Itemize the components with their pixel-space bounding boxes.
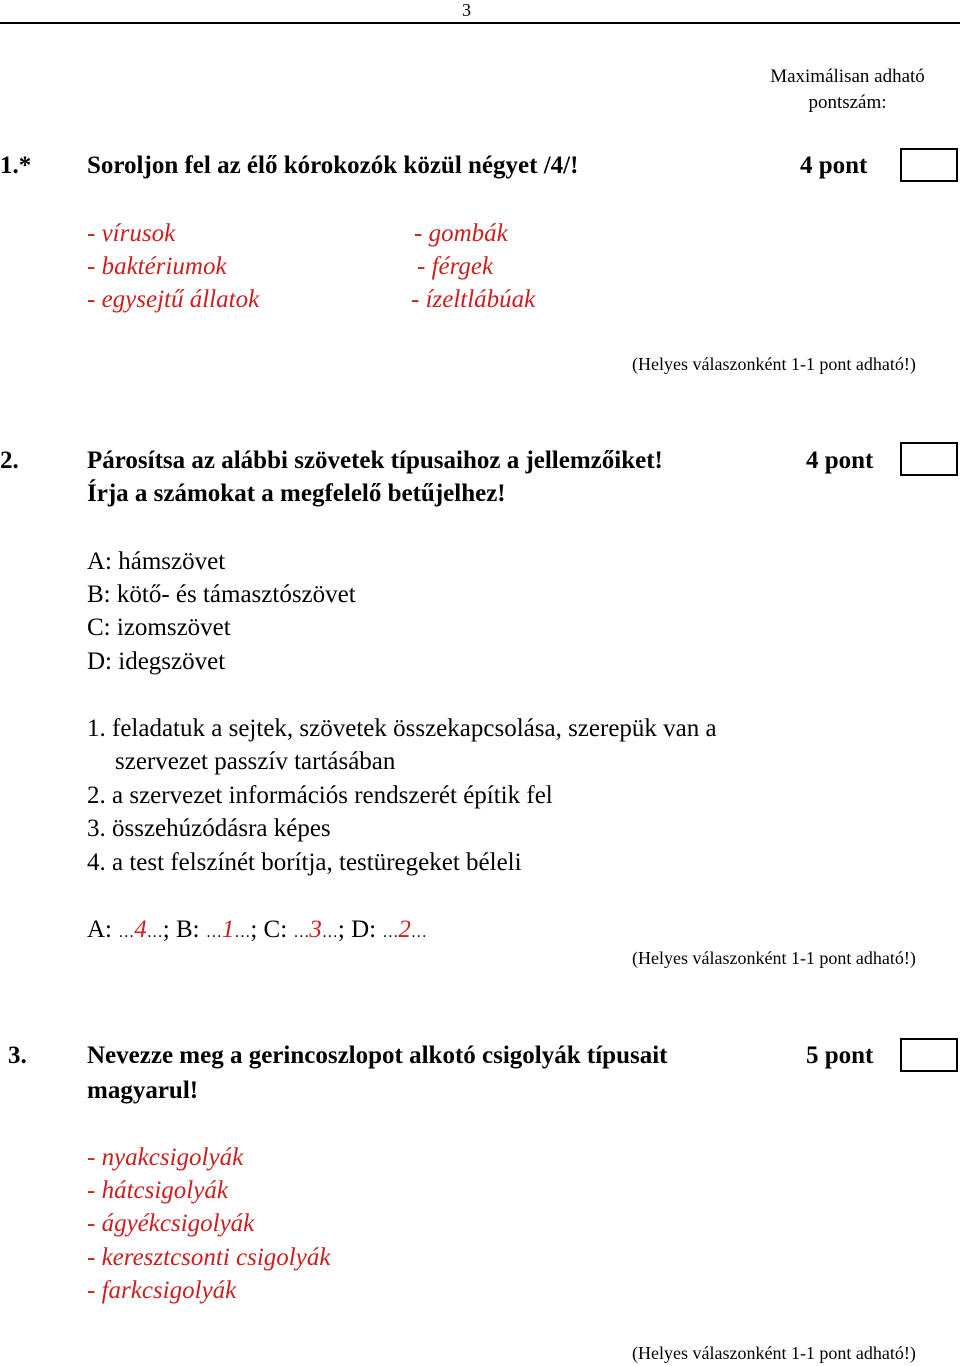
q1-answer-right-2: - férgek	[417, 253, 494, 280]
q1-answer-right-3: - ízeltlábúak	[411, 286, 536, 313]
q2-answer-a-letter: A:	[87, 916, 112, 943]
q2-tissue-c: C: izomszövet	[87, 614, 231, 641]
q3-text-line2: magyarul!	[87, 1077, 199, 1104]
q1-text: Soroljon fel az élő kórokozók közül négyet /4/!	[87, 152, 579, 179]
q2-answer-c-value: 3	[309, 916, 322, 943]
q2-feature-1-cont: szervezet passzív tartásában	[115, 748, 396, 775]
q2-answer-b-value: 1	[221, 916, 235, 943]
q2-answer-d-letter: D:	[351, 916, 377, 943]
q3-answer-5: - farkcsigolyák	[87, 1277, 237, 1304]
q2-feature-3: 3. összehúzódásra képes	[87, 815, 331, 842]
q2-answer-d-value: 2	[398, 916, 411, 943]
q2-ellipsis: …	[321, 924, 338, 941]
q1-answer-right-1: - gombák	[414, 220, 508, 247]
q1-answer-left-3: - egysejtű állatok	[87, 286, 260, 313]
max-points-label-line2: pontszám:	[808, 92, 887, 113]
q2-ellipsis: …	[205, 924, 222, 941]
q2-answer-line	[87, 916, 427, 944]
q2-tissue-d: D: idegszövet	[87, 648, 226, 675]
q2-ellipsis: …	[234, 924, 251, 941]
q3-note: (Helyes válaszonként 1-1 pont adható!)	[632, 1343, 916, 1363]
page-number: 3	[462, 0, 471, 20]
q3-points: 5 pont	[806, 1042, 874, 1069]
q1-number: 1.*	[0, 152, 32, 179]
q2-ellipsis: …	[118, 924, 135, 941]
q2-ellipsis: …	[293, 924, 310, 941]
q2-feature-2: 2. a szervezet információs rendszerét építik fel	[87, 782, 553, 809]
q2-text-line1: Párosítsa az alábbi szövetek típusaihoz a jellemzőiket!	[87, 447, 663, 474]
q3-answer-2: - hátcsigolyák	[87, 1177, 228, 1204]
q2-tissue-a: A: hámszövet	[87, 548, 226, 575]
q3-number: 3.	[8, 1042, 27, 1069]
header-rule	[0, 22, 960, 24]
q2-points: 4 pont	[806, 447, 874, 474]
q2-note: (Helyes válaszonként 1-1 pont adható!)	[632, 948, 916, 968]
q3-answer-1: - nyakcsigolyák	[87, 1144, 244, 1171]
q2-answer-b-letter: B:	[175, 916, 200, 943]
q3-answer-3: - ágyékcsigolyák	[87, 1210, 255, 1237]
q2-answer-a-sep: ;	[162, 916, 170, 943]
q2-ellipsis: …	[382, 924, 399, 941]
q2-score-box[interactable]	[900, 442, 958, 476]
q2-ellipsis: …	[146, 924, 163, 941]
q3-text-line1: Nevezze meg a gerincoszlopot alkotó csigolyák típusait	[87, 1042, 668, 1069]
max-points-header	[750, 64, 945, 116]
q2-answer-a-value: 4	[134, 916, 147, 943]
q2-tissue-b: B: kötő- és támasztószövet	[87, 581, 356, 608]
q2-ellipsis: …	[410, 924, 427, 941]
q3-answer-4: - keresztcsonti csigolyák	[87, 1244, 331, 1271]
q2-text-line2: Írja a számokat a megfelelő betűjelhez!	[87, 480, 506, 507]
q2-answer-c-letter: C:	[263, 916, 288, 943]
q2-answer-b-sep: ;	[250, 916, 258, 943]
q3-score-box[interactable]	[900, 1038, 958, 1072]
q2-answer-c-sep: ;	[337, 916, 345, 943]
q2-feature-1: 1. feladatuk a sejtek, szövetek összekapcsolása, szerepük van a	[87, 715, 717, 742]
q2-feature-4: 4. a test felszínét borítja, testüregeket béleli	[87, 849, 522, 876]
q2-number: 2.	[0, 447, 19, 474]
max-points-label-line1: Maximálisan adható	[770, 66, 925, 87]
q1-answer-left-2: - baktériumok	[87, 253, 227, 280]
q1-note: (Helyes válaszonként 1-1 pont adható!)	[632, 354, 916, 374]
q1-points: 4 pont	[800, 152, 868, 179]
q1-score-box[interactable]	[900, 148, 958, 182]
q1-answer-left-1: - vírusok	[87, 220, 176, 247]
